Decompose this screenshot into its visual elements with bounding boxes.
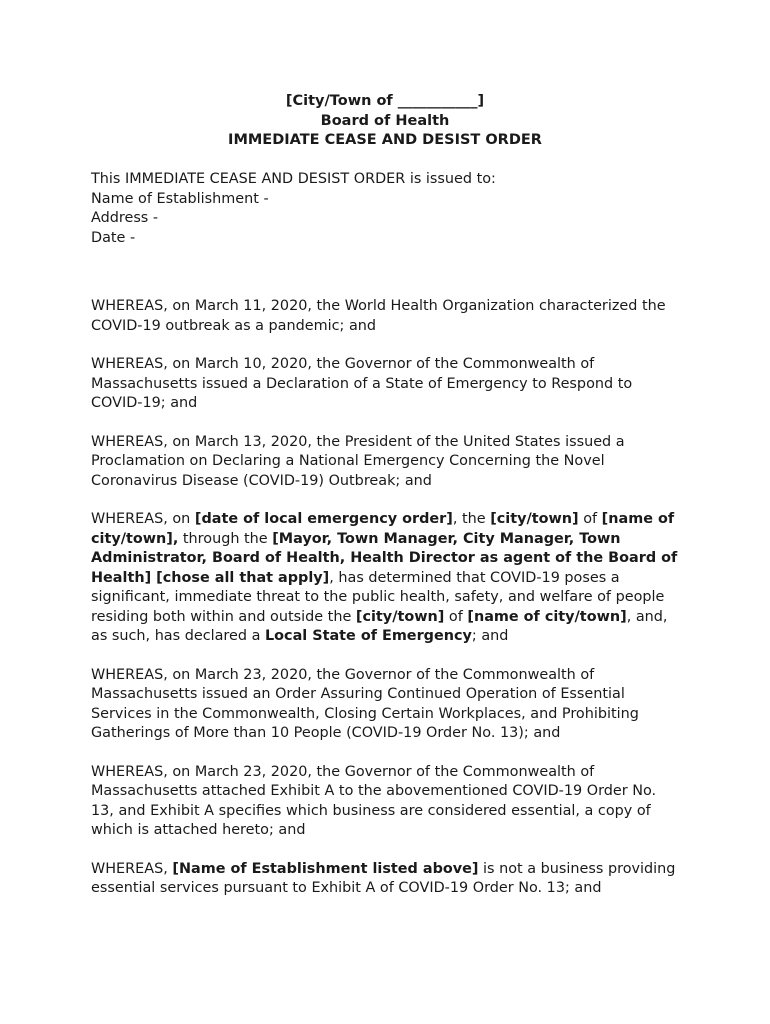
document-header bbox=[0, 92, 770, 151]
text-run: is not a business providing essential services pursuant to Exhibit A of COVID-19 Order No. 13; and bbox=[91, 860, 676, 896]
text-run: of bbox=[444, 608, 468, 625]
local-state-of-emergency: Local State of Emergency bbox=[264, 628, 472, 644]
whereas-paragraph-6: WHEREAS, on March 23, 2020, the Governor of the Commonwealth of Massachusetts attached Exhibit A to the abovementioned COVID-19 Order No. 13, and Exhibit A specifies which business are considered essential, a copy of which is attached hereto; and bbox=[91, 763, 657, 838]
board-heading: Board of Health bbox=[320, 112, 450, 129]
whereas-paragraph-5: WHEREAS, on March 23, 2020, the Governor of the Commonwealth of Massachusetts issued an Order Assuring Continued Operation of Essential Services in the Commonwealth, Closing Certain Workplaces, and Prohibiting Gatherings of More than 10 People (COVID-19 Order No. 13); and bbox=[91, 666, 639, 741]
text-run: , and, as such, has declared a bbox=[91, 608, 668, 644]
text-run: , the bbox=[452, 511, 491, 527]
placeholder-city-town: [city/town] bbox=[355, 608, 445, 625]
placeholder-authority: [Mayor, Town Manager, City Manager, Town Administrator, Board of Health, Health Director as agent of the Board of Health] [chose all that apply] bbox=[91, 530, 678, 586]
text-run: WHEREAS, on bbox=[91, 511, 195, 527]
whereas-paragraph-4 bbox=[91, 510, 681, 647]
text-run: through the bbox=[178, 530, 273, 547]
text-run: WHEREAS, bbox=[91, 860, 173, 877]
city-town-heading: [City/Town of ___________] bbox=[285, 93, 485, 109]
whereas-paragraph-7 bbox=[91, 860, 681, 899]
whereas-paragraph-2: WHEREAS, on March 10, 2020, the Governor of the Commonwealth of Massachusetts issued a Declaration of a State of Emergency to Respond to COVID-19; and bbox=[91, 356, 633, 411]
text-run: of bbox=[578, 511, 602, 527]
issued-intro: This IMMEDIATE CEASE AND DESIST ORDER is issued to: bbox=[91, 171, 496, 187]
whereas-paragraph-3: WHEREAS, on March 13, 2020, the President of the United States issued a Proclamation on Declaring a National Emergency Concerning the Novel Coronavirus Disease (COVID-19) Outbreak; and bbox=[91, 433, 625, 489]
text-run: , has determined that COVID-19 poses a significant, immediate threat to the public health, safety, and welfare of people residing both within and outside the bbox=[91, 569, 665, 625]
address-line: Address - bbox=[91, 210, 159, 226]
placeholder-city-name: [name of city/town] bbox=[467, 608, 627, 625]
placeholder-city-town: [city/town] bbox=[490, 511, 579, 527]
date-line: Date - bbox=[91, 229, 136, 246]
placeholder-date: [date of local emergency order] bbox=[194, 511, 453, 527]
placeholder-city-name: [name of city/town], bbox=[91, 511, 675, 547]
text-run: ; and bbox=[471, 628, 509, 644]
issued-to-block bbox=[91, 170, 681, 248]
establishment-name-line: Name of Establishment - bbox=[91, 190, 269, 207]
placeholder-establishment-name: [Name of Establishment listed above] bbox=[172, 860, 479, 877]
order-title: IMMEDIATE CEASE AND DESIST ORDER bbox=[228, 132, 542, 148]
whereas-paragraph-1: WHEREAS, on March 11, 2020, the World Health Organization characterized the COVID-19 outbreak as a pandemic; and bbox=[91, 298, 666, 334]
document-body bbox=[91, 170, 681, 899]
